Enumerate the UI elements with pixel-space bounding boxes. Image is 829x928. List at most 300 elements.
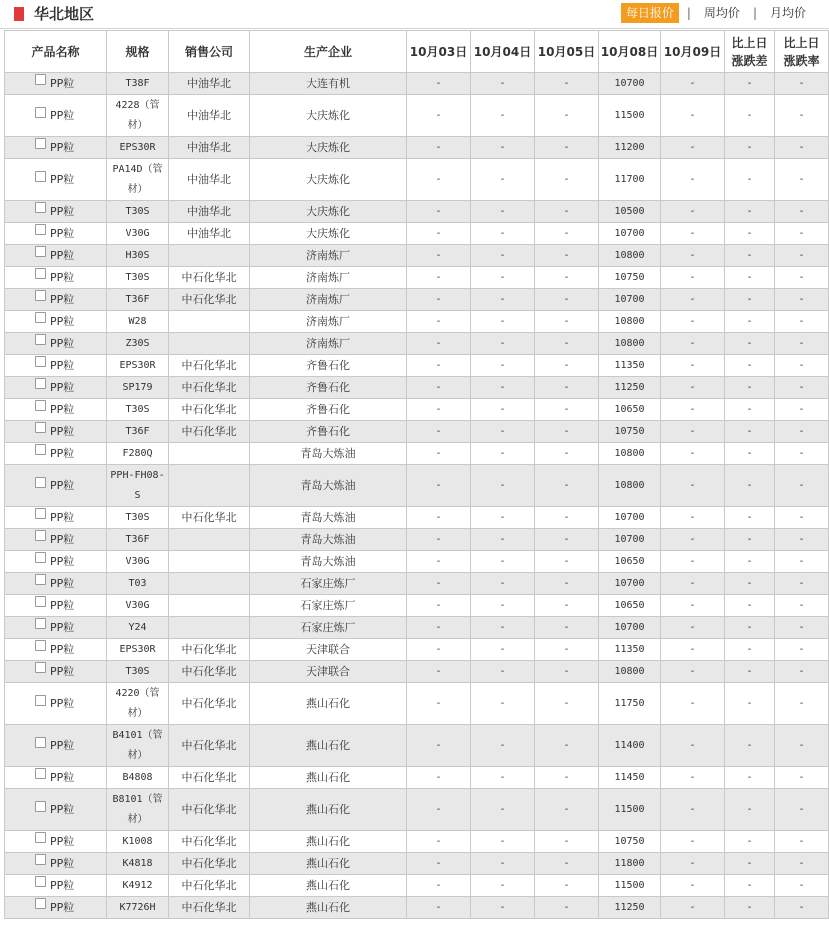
price-cell: - bbox=[661, 725, 725, 767]
diff-cell: - bbox=[725, 573, 775, 595]
spec-cell: K4818 bbox=[107, 853, 169, 875]
maker-cell: 石家庄炼厂 bbox=[250, 573, 407, 595]
price-cell: - bbox=[535, 661, 599, 683]
product-name: PP粒 bbox=[50, 478, 75, 492]
product-cell bbox=[5, 897, 107, 919]
spec-cell: T36F bbox=[107, 529, 169, 551]
maker-cell: 燕山石化 bbox=[250, 875, 407, 897]
row-checkbox[interactable] bbox=[35, 801, 46, 812]
spec-cell: F280Q bbox=[107, 443, 169, 465]
product-cell bbox=[5, 617, 107, 639]
diff-cell: - bbox=[725, 159, 775, 201]
rate-cell: - bbox=[775, 421, 829, 443]
row-checkbox[interactable] bbox=[35, 640, 46, 651]
price-cell: - bbox=[661, 551, 725, 573]
product-name: PP粒 bbox=[50, 857, 75, 870]
maker-cell: 燕山石化 bbox=[250, 725, 407, 767]
table-row bbox=[5, 223, 829, 245]
price-cell: 10750 bbox=[599, 831, 661, 853]
price-cell: - bbox=[471, 617, 535, 639]
col-header-date: 10月04日 bbox=[471, 31, 535, 73]
diff-cell: - bbox=[725, 683, 775, 725]
product-cell bbox=[5, 377, 107, 399]
rate-cell: - bbox=[775, 159, 829, 201]
rate-cell: - bbox=[775, 245, 829, 267]
spec-cell: EPS30R bbox=[107, 639, 169, 661]
price-cell: - bbox=[407, 465, 471, 507]
row-checkbox[interactable] bbox=[35, 268, 46, 279]
price-cell: - bbox=[407, 95, 471, 137]
table-row bbox=[5, 529, 829, 551]
table-row bbox=[5, 789, 829, 831]
maker-cell: 燕山石化 bbox=[250, 789, 407, 831]
col-header-rate: 比上日 涨跌率 bbox=[775, 31, 829, 73]
row-checkbox[interactable] bbox=[35, 618, 46, 629]
table-row bbox=[5, 73, 829, 95]
price-cell: - bbox=[535, 789, 599, 831]
price-cell: - bbox=[407, 311, 471, 333]
price-cell: - bbox=[535, 767, 599, 789]
tab-weekly-average[interactable]: 周均价 bbox=[703, 6, 740, 20]
price-cell: 11500 bbox=[599, 95, 661, 137]
price-cell: - bbox=[535, 853, 599, 875]
price-cell: - bbox=[661, 853, 725, 875]
price-cell: - bbox=[471, 529, 535, 551]
table-row bbox=[5, 551, 829, 573]
table-body bbox=[5, 73, 829, 919]
price-cell: 10800 bbox=[599, 661, 661, 683]
price-cell: - bbox=[661, 311, 725, 333]
maker-cell: 大庆炼化 bbox=[250, 159, 407, 201]
col-header-date: 10月03日 bbox=[407, 31, 471, 73]
product-name: PP粒 bbox=[50, 108, 75, 122]
spec-cell: T38F bbox=[107, 73, 169, 95]
price-cell: - bbox=[661, 159, 725, 201]
spec-cell: T30S bbox=[107, 267, 169, 289]
product-name: PP粒 bbox=[50, 249, 75, 262]
price-cell: 10700 bbox=[599, 573, 661, 595]
col-header-date: 10月09日 bbox=[661, 31, 725, 73]
spec-cell: 4220（管材） bbox=[107, 683, 169, 725]
product-name: PP粒 bbox=[50, 511, 75, 524]
row-checkbox[interactable] bbox=[35, 832, 46, 843]
price-cell: - bbox=[407, 725, 471, 767]
price-cell: - bbox=[471, 831, 535, 853]
price-cell: 11750 bbox=[599, 683, 661, 725]
price-cell: - bbox=[535, 551, 599, 573]
price-cell: 11350 bbox=[599, 639, 661, 661]
rate-cell: - bbox=[775, 95, 829, 137]
spec-cell: V30G bbox=[107, 223, 169, 245]
product-cell bbox=[5, 507, 107, 529]
table-row bbox=[5, 617, 829, 639]
maker-cell: 济南炼厂 bbox=[250, 311, 407, 333]
product-cell bbox=[5, 639, 107, 661]
diff-cell: - bbox=[725, 725, 775, 767]
table-row bbox=[5, 725, 829, 767]
rate-cell: - bbox=[775, 465, 829, 507]
price-cell: - bbox=[471, 159, 535, 201]
price-cell: - bbox=[661, 507, 725, 529]
price-cell: - bbox=[471, 73, 535, 95]
row-checkbox[interactable] bbox=[35, 737, 46, 748]
price-cell: - bbox=[471, 595, 535, 617]
price-cell: - bbox=[407, 875, 471, 897]
price-cell: - bbox=[535, 377, 599, 399]
price-cell: - bbox=[535, 507, 599, 529]
rate-cell: - bbox=[775, 333, 829, 355]
tab-daily-quote[interactable]: 每日报价 bbox=[621, 3, 679, 23]
rate-cell: - bbox=[775, 661, 829, 683]
price-cell: - bbox=[661, 465, 725, 507]
row-checkbox[interactable] bbox=[35, 552, 46, 563]
product-name: PP粒 bbox=[50, 696, 75, 710]
seller-cell: 中油华北 bbox=[169, 159, 250, 201]
diff-cell: - bbox=[725, 639, 775, 661]
price-cell: - bbox=[407, 853, 471, 875]
row-checkbox[interactable] bbox=[35, 138, 46, 149]
price-cell: 10800 bbox=[599, 465, 661, 507]
price-cell: - bbox=[407, 595, 471, 617]
rate-cell: - bbox=[775, 289, 829, 311]
product-cell bbox=[5, 245, 107, 267]
row-checkbox[interactable] bbox=[35, 444, 46, 455]
row-checkbox[interactable] bbox=[35, 898, 46, 909]
diff-cell: - bbox=[725, 443, 775, 465]
price-cell: - bbox=[471, 421, 535, 443]
price-cell: 10700 bbox=[599, 223, 661, 245]
row-checkbox[interactable] bbox=[35, 768, 46, 779]
maker-cell: 燕山石化 bbox=[250, 853, 407, 875]
product-name: PP粒 bbox=[50, 227, 75, 240]
price-cell: 11450 bbox=[599, 767, 661, 789]
price-cell: - bbox=[661, 875, 725, 897]
row-checkbox[interactable] bbox=[35, 596, 46, 607]
table-row bbox=[5, 831, 829, 853]
price-cell: - bbox=[661, 289, 725, 311]
rate-cell: - bbox=[775, 223, 829, 245]
price-cell: 10800 bbox=[599, 245, 661, 267]
spec-cell: EPS30R bbox=[107, 355, 169, 377]
price-cell: - bbox=[535, 617, 599, 639]
row-checkbox[interactable] bbox=[35, 171, 46, 182]
price-cell: 10700 bbox=[599, 617, 661, 639]
price-cell: - bbox=[471, 789, 535, 831]
rate-cell: - bbox=[775, 853, 829, 875]
seller-cell bbox=[169, 245, 250, 267]
row-checkbox[interactable] bbox=[35, 74, 46, 85]
maker-cell: 燕山石化 bbox=[250, 831, 407, 853]
spec-cell: K7726H bbox=[107, 897, 169, 919]
product-cell bbox=[5, 443, 107, 465]
col-header-seller: 销售公司 bbox=[169, 31, 250, 73]
row-checkbox[interactable] bbox=[35, 508, 46, 519]
diff-cell: - bbox=[725, 311, 775, 333]
price-cell: - bbox=[661, 443, 725, 465]
seller-cell bbox=[169, 443, 250, 465]
product-name: PP粒 bbox=[50, 802, 75, 816]
row-checkbox[interactable] bbox=[35, 356, 46, 367]
seller-cell bbox=[169, 311, 250, 333]
maker-cell: 大庆炼化 bbox=[250, 223, 407, 245]
price-cell: - bbox=[535, 421, 599, 443]
diff-cell: - bbox=[725, 897, 775, 919]
price-cell: - bbox=[471, 201, 535, 223]
table-row bbox=[5, 311, 829, 333]
seller-cell: 中油华北 bbox=[169, 223, 250, 245]
rate-cell: - bbox=[775, 767, 829, 789]
maker-cell: 齐鲁石化 bbox=[250, 355, 407, 377]
row-checkbox[interactable] bbox=[35, 400, 46, 411]
price-cell: - bbox=[471, 333, 535, 355]
price-cell: - bbox=[661, 355, 725, 377]
price-cell: - bbox=[661, 897, 725, 919]
price-cell: - bbox=[471, 377, 535, 399]
price-cell: - bbox=[471, 551, 535, 573]
table-row bbox=[5, 639, 829, 661]
product-cell bbox=[5, 595, 107, 617]
price-cell: - bbox=[407, 897, 471, 919]
rate-cell: - bbox=[775, 725, 829, 767]
price-cell: - bbox=[407, 223, 471, 245]
price-cell: - bbox=[535, 73, 599, 95]
product-name: PP粒 bbox=[50, 205, 75, 218]
row-checkbox[interactable] bbox=[35, 422, 46, 433]
price-cell: - bbox=[661, 333, 725, 355]
spec-cell: T30S bbox=[107, 201, 169, 223]
product-name: PP粒 bbox=[50, 425, 75, 438]
spec-cell: PA14D（管材） bbox=[107, 159, 169, 201]
price-cell: - bbox=[407, 639, 471, 661]
table-row bbox=[5, 201, 829, 223]
rate-cell: - bbox=[775, 639, 829, 661]
row-checkbox[interactable] bbox=[35, 574, 46, 585]
price-cell: - bbox=[661, 617, 725, 639]
price-cell: 11250 bbox=[599, 377, 661, 399]
price-cell: 11500 bbox=[599, 875, 661, 897]
table-row bbox=[5, 245, 829, 267]
price-cell: - bbox=[471, 289, 535, 311]
price-cell: - bbox=[535, 683, 599, 725]
price-cell: - bbox=[661, 95, 725, 137]
spec-cell: T30S bbox=[107, 399, 169, 421]
product-cell bbox=[5, 73, 107, 95]
diff-cell: - bbox=[725, 137, 775, 159]
table-row bbox=[5, 573, 829, 595]
price-cell: - bbox=[661, 399, 725, 421]
row-checkbox[interactable] bbox=[35, 246, 46, 257]
price-cell: - bbox=[661, 421, 725, 443]
product-name: PP粒 bbox=[50, 835, 75, 848]
price-cell: - bbox=[535, 595, 599, 617]
table-row bbox=[5, 897, 829, 919]
seller-cell: 中石化华北 bbox=[169, 853, 250, 875]
price-cell: - bbox=[661, 137, 725, 159]
product-cell bbox=[5, 789, 107, 831]
diff-cell: - bbox=[725, 831, 775, 853]
product-cell bbox=[5, 661, 107, 683]
row-checkbox[interactable] bbox=[35, 202, 46, 213]
spec-cell: B4808 bbox=[107, 767, 169, 789]
price-cell: 10650 bbox=[599, 551, 661, 573]
table-row bbox=[5, 95, 829, 137]
product-name: PP粒 bbox=[50, 337, 75, 350]
product-name: PP粒 bbox=[50, 533, 75, 546]
table-row bbox=[5, 355, 829, 377]
row-checkbox[interactable] bbox=[35, 334, 46, 345]
product-cell bbox=[5, 875, 107, 897]
price-cell: - bbox=[661, 245, 725, 267]
price-cell: 10500 bbox=[599, 201, 661, 223]
diff-cell: - bbox=[725, 73, 775, 95]
row-checkbox[interactable] bbox=[35, 107, 46, 118]
maker-cell: 济南炼厂 bbox=[250, 245, 407, 267]
price-table bbox=[4, 30, 829, 919]
seller-cell: 中石化华北 bbox=[169, 725, 250, 767]
rate-cell: - bbox=[775, 355, 829, 377]
product-name: PP粒 bbox=[50, 771, 75, 784]
price-cell: - bbox=[407, 443, 471, 465]
price-cell: - bbox=[471, 223, 535, 245]
price-cell: - bbox=[535, 573, 599, 595]
price-cell: - bbox=[661, 573, 725, 595]
seller-cell bbox=[169, 465, 250, 507]
price-cell: 10750 bbox=[599, 267, 661, 289]
price-cell: - bbox=[661, 73, 725, 95]
row-checkbox[interactable] bbox=[35, 662, 46, 673]
price-cell: - bbox=[535, 831, 599, 853]
price-cell: - bbox=[471, 95, 535, 137]
seller-cell: 中石化华北 bbox=[169, 377, 250, 399]
product-name: PP粒 bbox=[50, 447, 75, 460]
rate-cell: - bbox=[775, 595, 829, 617]
region-marker bbox=[14, 7, 24, 21]
row-checkbox[interactable] bbox=[35, 312, 46, 323]
diff-cell: - bbox=[725, 789, 775, 831]
price-cell: - bbox=[535, 137, 599, 159]
table-row bbox=[5, 875, 829, 897]
price-cell: 10750 bbox=[599, 421, 661, 443]
product-cell bbox=[5, 551, 107, 573]
diff-cell: - bbox=[725, 377, 775, 399]
price-cell: 10800 bbox=[599, 443, 661, 465]
price-cell: - bbox=[407, 267, 471, 289]
price-cell: - bbox=[471, 683, 535, 725]
maker-cell: 石家庄炼厂 bbox=[250, 617, 407, 639]
row-checkbox[interactable] bbox=[35, 290, 46, 301]
product-name: PP粒 bbox=[50, 901, 75, 914]
spec-cell: V30G bbox=[107, 551, 169, 573]
price-cell: - bbox=[471, 573, 535, 595]
diff-cell: - bbox=[725, 289, 775, 311]
product-cell bbox=[5, 465, 107, 507]
price-cell: - bbox=[535, 443, 599, 465]
rate-cell: - bbox=[775, 267, 829, 289]
seller-cell: 中石化华北 bbox=[169, 267, 250, 289]
col-header-product: 产品名称 bbox=[5, 31, 107, 73]
maker-cell: 齐鲁石化 bbox=[250, 421, 407, 443]
price-cell: - bbox=[471, 507, 535, 529]
rate-cell: - bbox=[775, 789, 829, 831]
price-cell: - bbox=[661, 683, 725, 725]
diff-cell: - bbox=[725, 399, 775, 421]
maker-cell: 大庆炼化 bbox=[250, 137, 407, 159]
maker-cell: 天津联合 bbox=[250, 639, 407, 661]
price-cell: - bbox=[535, 289, 599, 311]
product-cell bbox=[5, 853, 107, 875]
price-cell: - bbox=[471, 725, 535, 767]
maker-cell: 青岛大炼油 bbox=[250, 551, 407, 573]
price-cell: - bbox=[661, 267, 725, 289]
product-cell bbox=[5, 831, 107, 853]
view-tabs bbox=[621, 3, 811, 23]
price-cell: - bbox=[661, 377, 725, 399]
table-row bbox=[5, 683, 829, 725]
product-cell bbox=[5, 137, 107, 159]
table-header-row bbox=[5, 31, 829, 73]
row-checkbox[interactable] bbox=[35, 695, 46, 706]
col-header-spec: 规格 bbox=[107, 31, 169, 73]
product-name: PP粒 bbox=[50, 293, 75, 306]
price-cell: - bbox=[407, 551, 471, 573]
price-cell: - bbox=[535, 333, 599, 355]
product-cell bbox=[5, 159, 107, 201]
rate-cell: - bbox=[775, 897, 829, 919]
price-cell: - bbox=[535, 465, 599, 507]
price-cell: - bbox=[471, 311, 535, 333]
price-cell: - bbox=[535, 95, 599, 137]
table-row bbox=[5, 853, 829, 875]
product-cell bbox=[5, 399, 107, 421]
rate-cell: - bbox=[775, 529, 829, 551]
price-cell: 11800 bbox=[599, 853, 661, 875]
price-cell: - bbox=[407, 507, 471, 529]
product-name: PP粒 bbox=[50, 381, 75, 394]
spec-cell: T30S bbox=[107, 661, 169, 683]
price-cell: - bbox=[407, 683, 471, 725]
maker-cell: 济南炼厂 bbox=[250, 267, 407, 289]
price-cell: - bbox=[471, 245, 535, 267]
row-checkbox[interactable] bbox=[35, 477, 46, 488]
row-checkbox[interactable] bbox=[35, 378, 46, 389]
price-cell: - bbox=[407, 399, 471, 421]
product-name: PP粒 bbox=[50, 643, 75, 656]
price-cell: - bbox=[535, 355, 599, 377]
price-cell: 10800 bbox=[599, 333, 661, 355]
seller-cell: 中油华北 bbox=[169, 95, 250, 137]
table-row bbox=[5, 399, 829, 421]
product-cell bbox=[5, 355, 107, 377]
price-cell: 10700 bbox=[599, 73, 661, 95]
diff-cell: - bbox=[725, 661, 775, 683]
rate-cell: - bbox=[775, 831, 829, 853]
row-checkbox[interactable] bbox=[35, 854, 46, 865]
tab-monthly-average[interactable]: 月均价 bbox=[769, 6, 806, 20]
product-cell bbox=[5, 725, 107, 767]
price-cell: - bbox=[407, 831, 471, 853]
seller-cell: 中石化华北 bbox=[169, 421, 250, 443]
row-checkbox[interactable] bbox=[35, 876, 46, 887]
seller-cell bbox=[169, 617, 250, 639]
spec-cell: T03 bbox=[107, 573, 169, 595]
price-cell: 10700 bbox=[599, 289, 661, 311]
price-cell: - bbox=[407, 377, 471, 399]
row-checkbox[interactable] bbox=[35, 224, 46, 235]
price-cell: - bbox=[471, 465, 535, 507]
row-checkbox[interactable] bbox=[35, 530, 46, 541]
diff-cell: - bbox=[725, 333, 775, 355]
seller-cell: 中石化华北 bbox=[169, 355, 250, 377]
